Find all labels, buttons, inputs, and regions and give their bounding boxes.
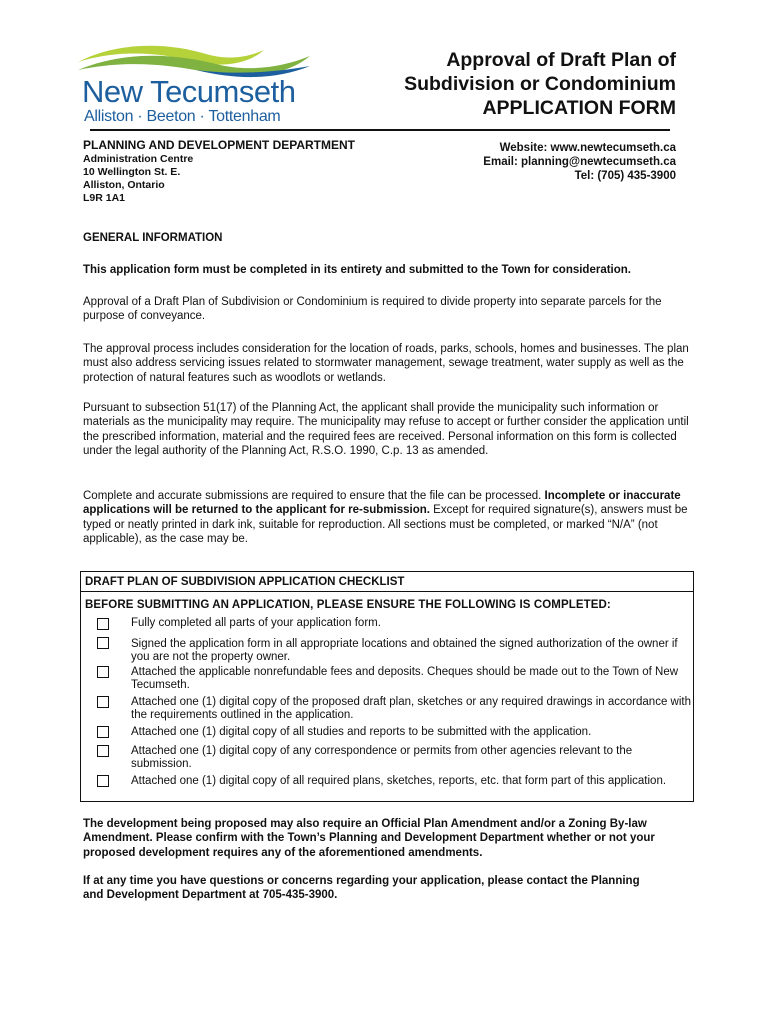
application-checklist [80,571,694,802]
general-paragraph-3: Pursuant to subsection 51(17) of the Planning Act, the applicant shall provide the municipality such information or materials as the municipality may require. The municipality may refuse to accept or further consider the application until the prescribed information, material and the required fees are received. Personal information on this form is collected under the legal authority of the Planning Act, R.S.O. 1990, C.p. 13 as amended. [83,402,689,457]
checkbox[interactable] [97,775,109,787]
department-address [83,153,193,205]
checklist-item-text: Attached the applicable nonrefundable fees and deposits. Cheques should be made out to the Town of New Tecumseth. [131,666,679,691]
title-line-2: Subdivision or Condominium [404,73,676,95]
website-link[interactable]: Website: www.newtecumseth.ca [499,142,676,154]
checkbox[interactable] [97,666,109,678]
title-line-1: Approval of Draft Plan of [446,49,676,71]
department-name: PLANNING AND DEVELOPMENT DEPARTMENT [83,138,356,152]
checklist-item-text: Attached one (1) digital copy of the proposed draft plan, sketches or any required drawings in accordance with the requirements outlined in the application. [131,696,691,721]
header-divider [90,129,670,131]
checklist-item-text: Signed the application form in all appropriate locations and obtained the signed authorization of the owner if you are not the property owner. [131,638,678,663]
general-intro: This application form must be completed in its entirety and submitted to the Town for consideration. [83,264,631,276]
general-info-heading: GENERAL INFORMATION [83,232,223,244]
logo-name: New Tecumseth [82,74,296,109]
email-link[interactable]: Email: planning@newtecumseth.ca [483,156,676,168]
address-line: L9R 1A1 [83,192,126,204]
checklist-item-text: Attached one (1) digital copy of all required plans, sketches, reports, etc. that form part of this application. [131,775,667,787]
address-line: 10 Wellington St. E. [83,166,181,178]
checkbox[interactable] [97,745,109,757]
checkbox[interactable] [97,637,109,649]
checklist-title: DRAFT PLAN OF SUBDIVISION APPLICATION CHECKLIST [81,572,693,592]
general-paragraph-2: The approval process includes consideration for the location of roads, parks, schools, homes and businesses. The plan must also address servicing issues related to stormwater management, sewage treatment, water supply as well as the protection of natural features such as woodlots or wetlands. [83,343,689,384]
contact-info [483,141,676,183]
p4-bold: Incomplete or inaccurate applications will be returned to the applicant for re-submission. [83,490,681,517]
title-line-3: APPLICATION FORM [482,97,676,119]
logo-subtitle: Alliston · Beeton · Tottenham [84,108,281,125]
general-paragraph-4 [83,489,693,546]
checkbox[interactable] [97,618,109,630]
checkbox[interactable] [97,696,109,708]
contact-note: If at any time you have questions or concerns regarding your application, please contact the Planning and Development Department at 705-435-3900. [83,875,640,902]
checkbox[interactable] [97,726,109,738]
checklist-item-text: Fully completed all parts of your application form. [131,617,381,629]
amendment-note: The development being proposed may also require an Official Plan Amendment and/or a Zoning By-law Amendment. Please confirm with the Town’s Planning and Development Department whether or not your proposed development requires any of the aforementioned amendments. [83,818,655,859]
p4-start: Complete and accurate submissions are required to ensure that the file can be processed. [83,490,545,502]
checklist-item-text: Attached one (1) digital copy of any correspondence or permits from other agencies relevant to the submission. [131,745,633,770]
form-title [404,48,676,120]
address-line: Administration Centre [83,153,194,165]
new-tecumseth-logo [76,40,312,124]
general-paragraph-1: Approval of a Draft Plan of Subdivision or Condominium is required to divide property into separate parcels for the purpose of conveyance. [83,296,662,323]
checklist-item-text: Attached one (1) digital copy of all studies and reports to be submitted with the application. [131,726,592,738]
address-line: Alliston, Ontario [83,179,165,191]
checklist-subtitle: BEFORE SUBMITTING AN APPLICATION, PLEASE ENSURE THE FOLLOWING IS COMPLETED: [85,599,611,611]
phone-number: Tel: (705) 435-3900 [574,170,676,182]
p4-end: Except for required signature(s), answers must be typed or neatly printed in dark ink, suitable for reproduction. All sections must be completed, or marked “N/A” (not applicable), as the case may be. [83,504,688,545]
